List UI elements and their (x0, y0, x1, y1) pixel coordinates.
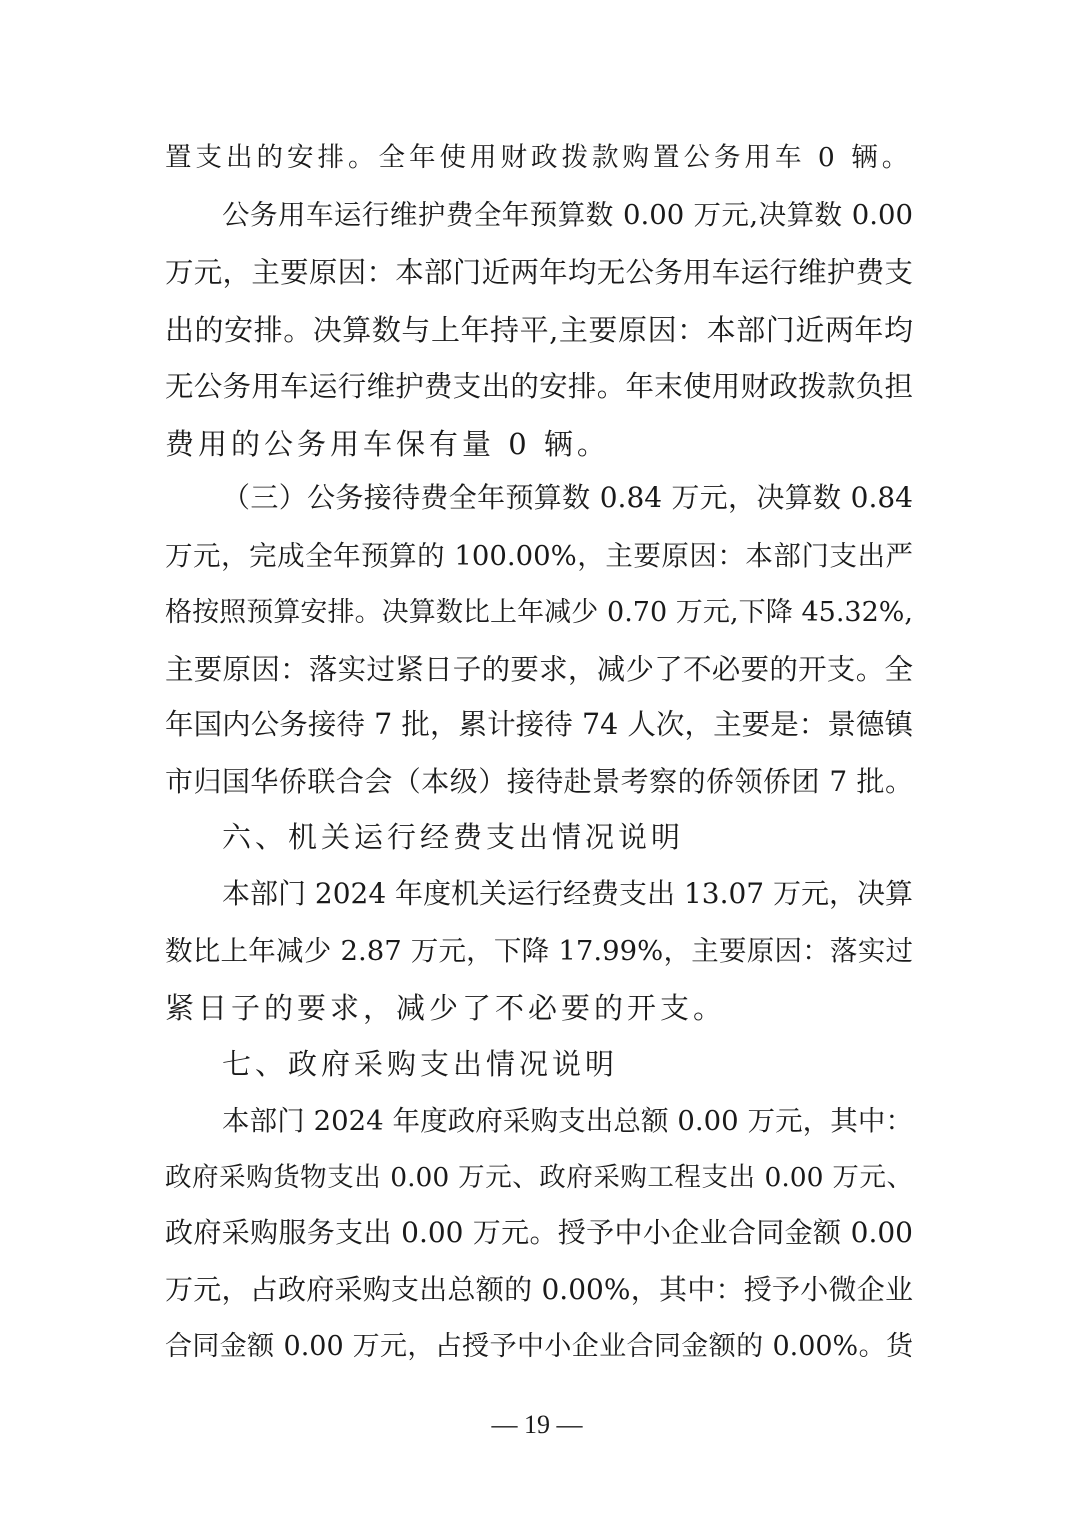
text-line-7: （三）公务接待费全年预算数 0.84 万元，决算数 0.84 (222, 481, 913, 514)
text-line-11: 年国内公务接待 7 批，累计接待 74 人次，主要是：景德镇 (165, 708, 913, 741)
page-number: — 19 — (491, 1410, 583, 1439)
text-line-4: 出的安排。决算数与上年持平,主要原因：本部门近两年均 (165, 313, 913, 347)
text-line-10: 主要原因：落实过紧日子的要求，减少了不必要的开支。全 (165, 653, 913, 686)
text-line-1: 置支出的安排。全年使用财政拨款购置公务用车 0 辆。 (165, 142, 913, 173)
text-line-9: 格按照预算安排。决算数比上年减少 0.70 万元,下降 45.32%, (165, 597, 913, 628)
text-line-18: 本部门 2024 年度政府采购支出总额 0.00 万元，其中： (222, 1105, 913, 1137)
text-line-16: 紧日子的要求，减少了不必要的开支。 (165, 991, 727, 1025)
text-line-3: 万元，主要原因：本部门近两年均无公务用车运行维护费支 (165, 256, 913, 289)
text-line-21: 万元，占政府采购支出总额的 0.00%，其中：授予小微企业 (165, 1273, 913, 1306)
text-line-12: 市归国华侨联合会（本级）接待赴景考察的侨领侨团 7 批。 (165, 765, 913, 798)
text-line-8: 万元，完成全年预算的 100.00%，主要原因：本部门支出严 (165, 540, 913, 572)
text-line-15: 数比上年减少 2.87 万元，下降 17.99%，主要原因：落实过 (165, 935, 913, 967)
section-heading-6: 六、机关运行经费支出情况说明 (222, 820, 685, 854)
text-line-19: 政府采购货物支出 0.00 万元、政府采购工程支出 0.00 万元、 (165, 1162, 913, 1193)
text-line-6: 费用的公务用车保有量 0 辆。 (165, 427, 610, 461)
section-heading-7: 七、政府采购支出情况说明 (222, 1047, 619, 1081)
text-line-5: 无公务用车运行维护费支出的安排。年末使用财政拨款负担 (165, 370, 913, 403)
text-line-22: 合同金额 0.00 万元，占授予中小企业合同金额的 0.00%。货 (165, 1331, 913, 1362)
text-line-2: 公务用车运行维护费全年预算数 0.00 万元,决算数 0.00 (222, 199, 913, 231)
text-line-14: 本部门 2024 年度机关运行经费支出 13.07 万元，决算 (222, 877, 914, 910)
text-line-20: 政府采购服务支出 0.00 万元。授予中小企业合同金额 0.00 (165, 1216, 913, 1249)
